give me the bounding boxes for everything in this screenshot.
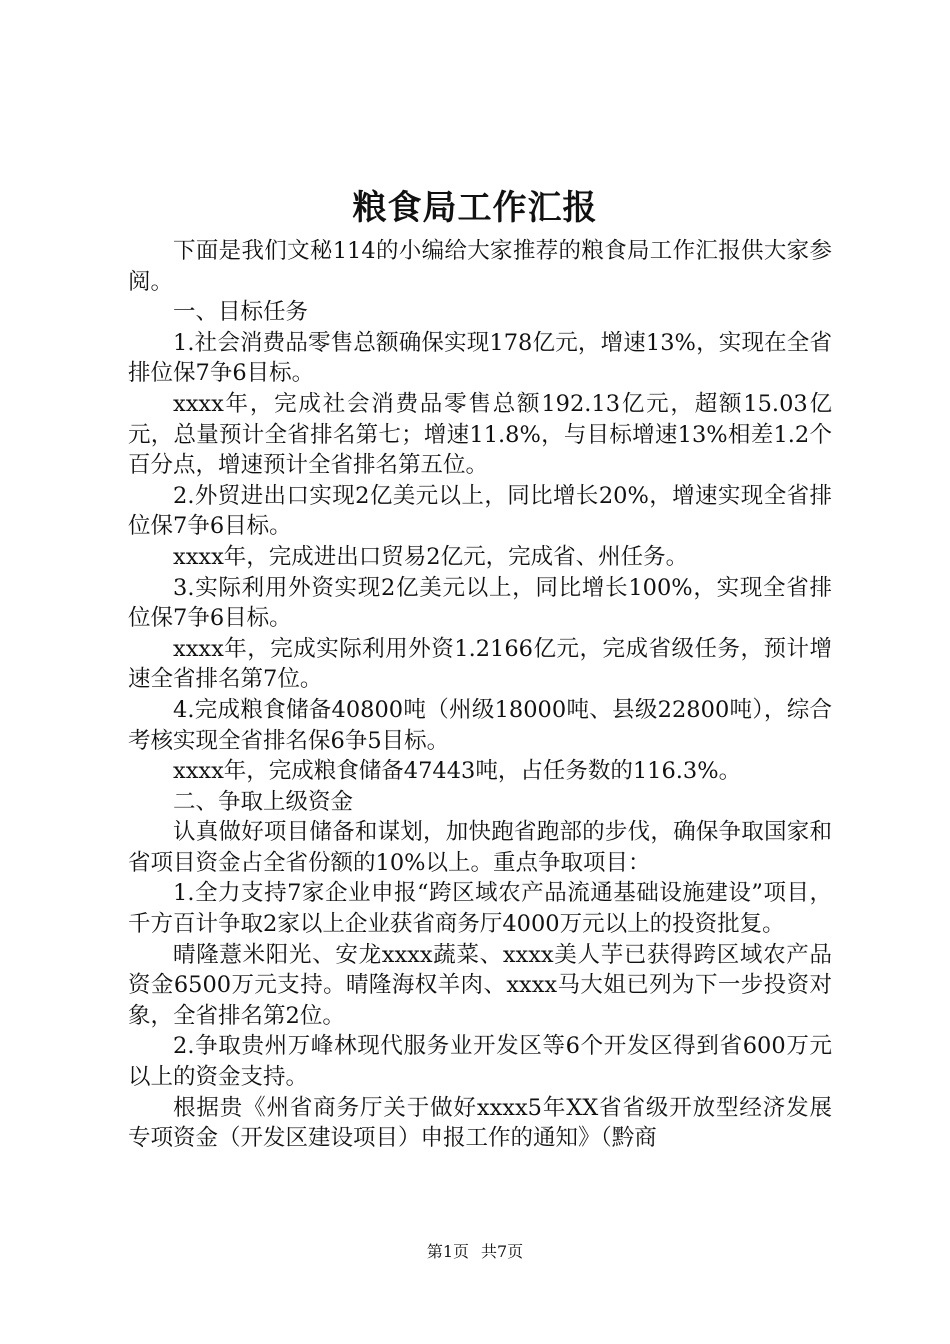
paragraph-target-1: 1.社会消费品零售总额确保实现178亿元，增速13%，实现在全省排位保7争6目标。 (128, 329, 832, 387)
paragraph-target-2: 2.外贸进出口实现2亿美元以上，同比增长20%，增速实现全省排位保7争6目标。 (128, 482, 832, 540)
paragraph-result-3: xxxx年，完成实际利用外资1.2166亿元，完成省级任务，预计增速全省排名第7位。 (128, 635, 832, 693)
page-number: 第1页 (426, 1242, 469, 1261)
paragraph-project-2: 2.争取贵州万峰林现代服务业开发区等6个开发区得到省600万元以上的资金支持。 (128, 1033, 832, 1091)
section-heading-2: 二、争取上级资金 (173, 788, 354, 815)
page-total: 共7页 (481, 1242, 524, 1261)
paragraph-project-2-basis: 根据贵《州省商务厅关于做好xxxx5年XX省省级开放型经济发展专项资金（开发区建设项目）申报工作的通知》（黔商 (128, 1094, 832, 1152)
document-title: 粮食局工作汇报 (352, 188, 598, 228)
paragraph-project-1-result: 晴隆薏米阳光、安龙xxxx蔬菜、xxxx美人芋已获得跨区域农产品资金6500万元支持。晴隆海权羊肉、xxxx马大姐已列为下一步投资对象，全省排名第2位。 (128, 941, 832, 1029)
paragraph-target-4: 4.完成粮食储备40800吨（州级18000吨、县级22800吨），综合考核实现全省排名保6争5目标。 (128, 696, 832, 754)
paragraph-funding-intro: 认真做好项目储备和谋划，加快跑省跑部的步伐，确保争取国家和省项目资金占全省份额的10%以上。重点争取项目： (128, 819, 832, 876)
paragraph-target-3: 3.实际利用外资实现2亿美元以上，同比增长100%，实现全省排位保7争6目标。 (128, 574, 832, 632)
page-footer (0, 1241, 950, 1263)
paragraph-intro: 下面是我们文秘114的小编给大家推荐的粮食局工作汇报供大家参阅。 (128, 238, 832, 295)
paragraph-result-1: xxxx年，完成社会消费品零售总额192.13亿元，超额15.03亿元，总量预计全省排名第七；增速11.8%，与目标增速13%相差1.2个百分点，增速预计全省排名第五位。 (128, 390, 832, 479)
document-body (128, 236, 832, 1154)
section-heading-1: 一、目标任务 (173, 299, 309, 326)
paragraph-result-2: xxxx年，完成进出口贸易2亿元，完成省、州任务。 (173, 543, 689, 570)
paragraph-project-1: 1.全力支持7家企业申报“跨区域农产品流通基础设施建设”项目，千方百计争取2家以上企业获省商务厅4000万元以上的投资批复。 (128, 880, 832, 938)
paragraph-result-4: xxxx年，完成粮食储备47443吨，占任务数的116.3%。 (173, 758, 742, 785)
